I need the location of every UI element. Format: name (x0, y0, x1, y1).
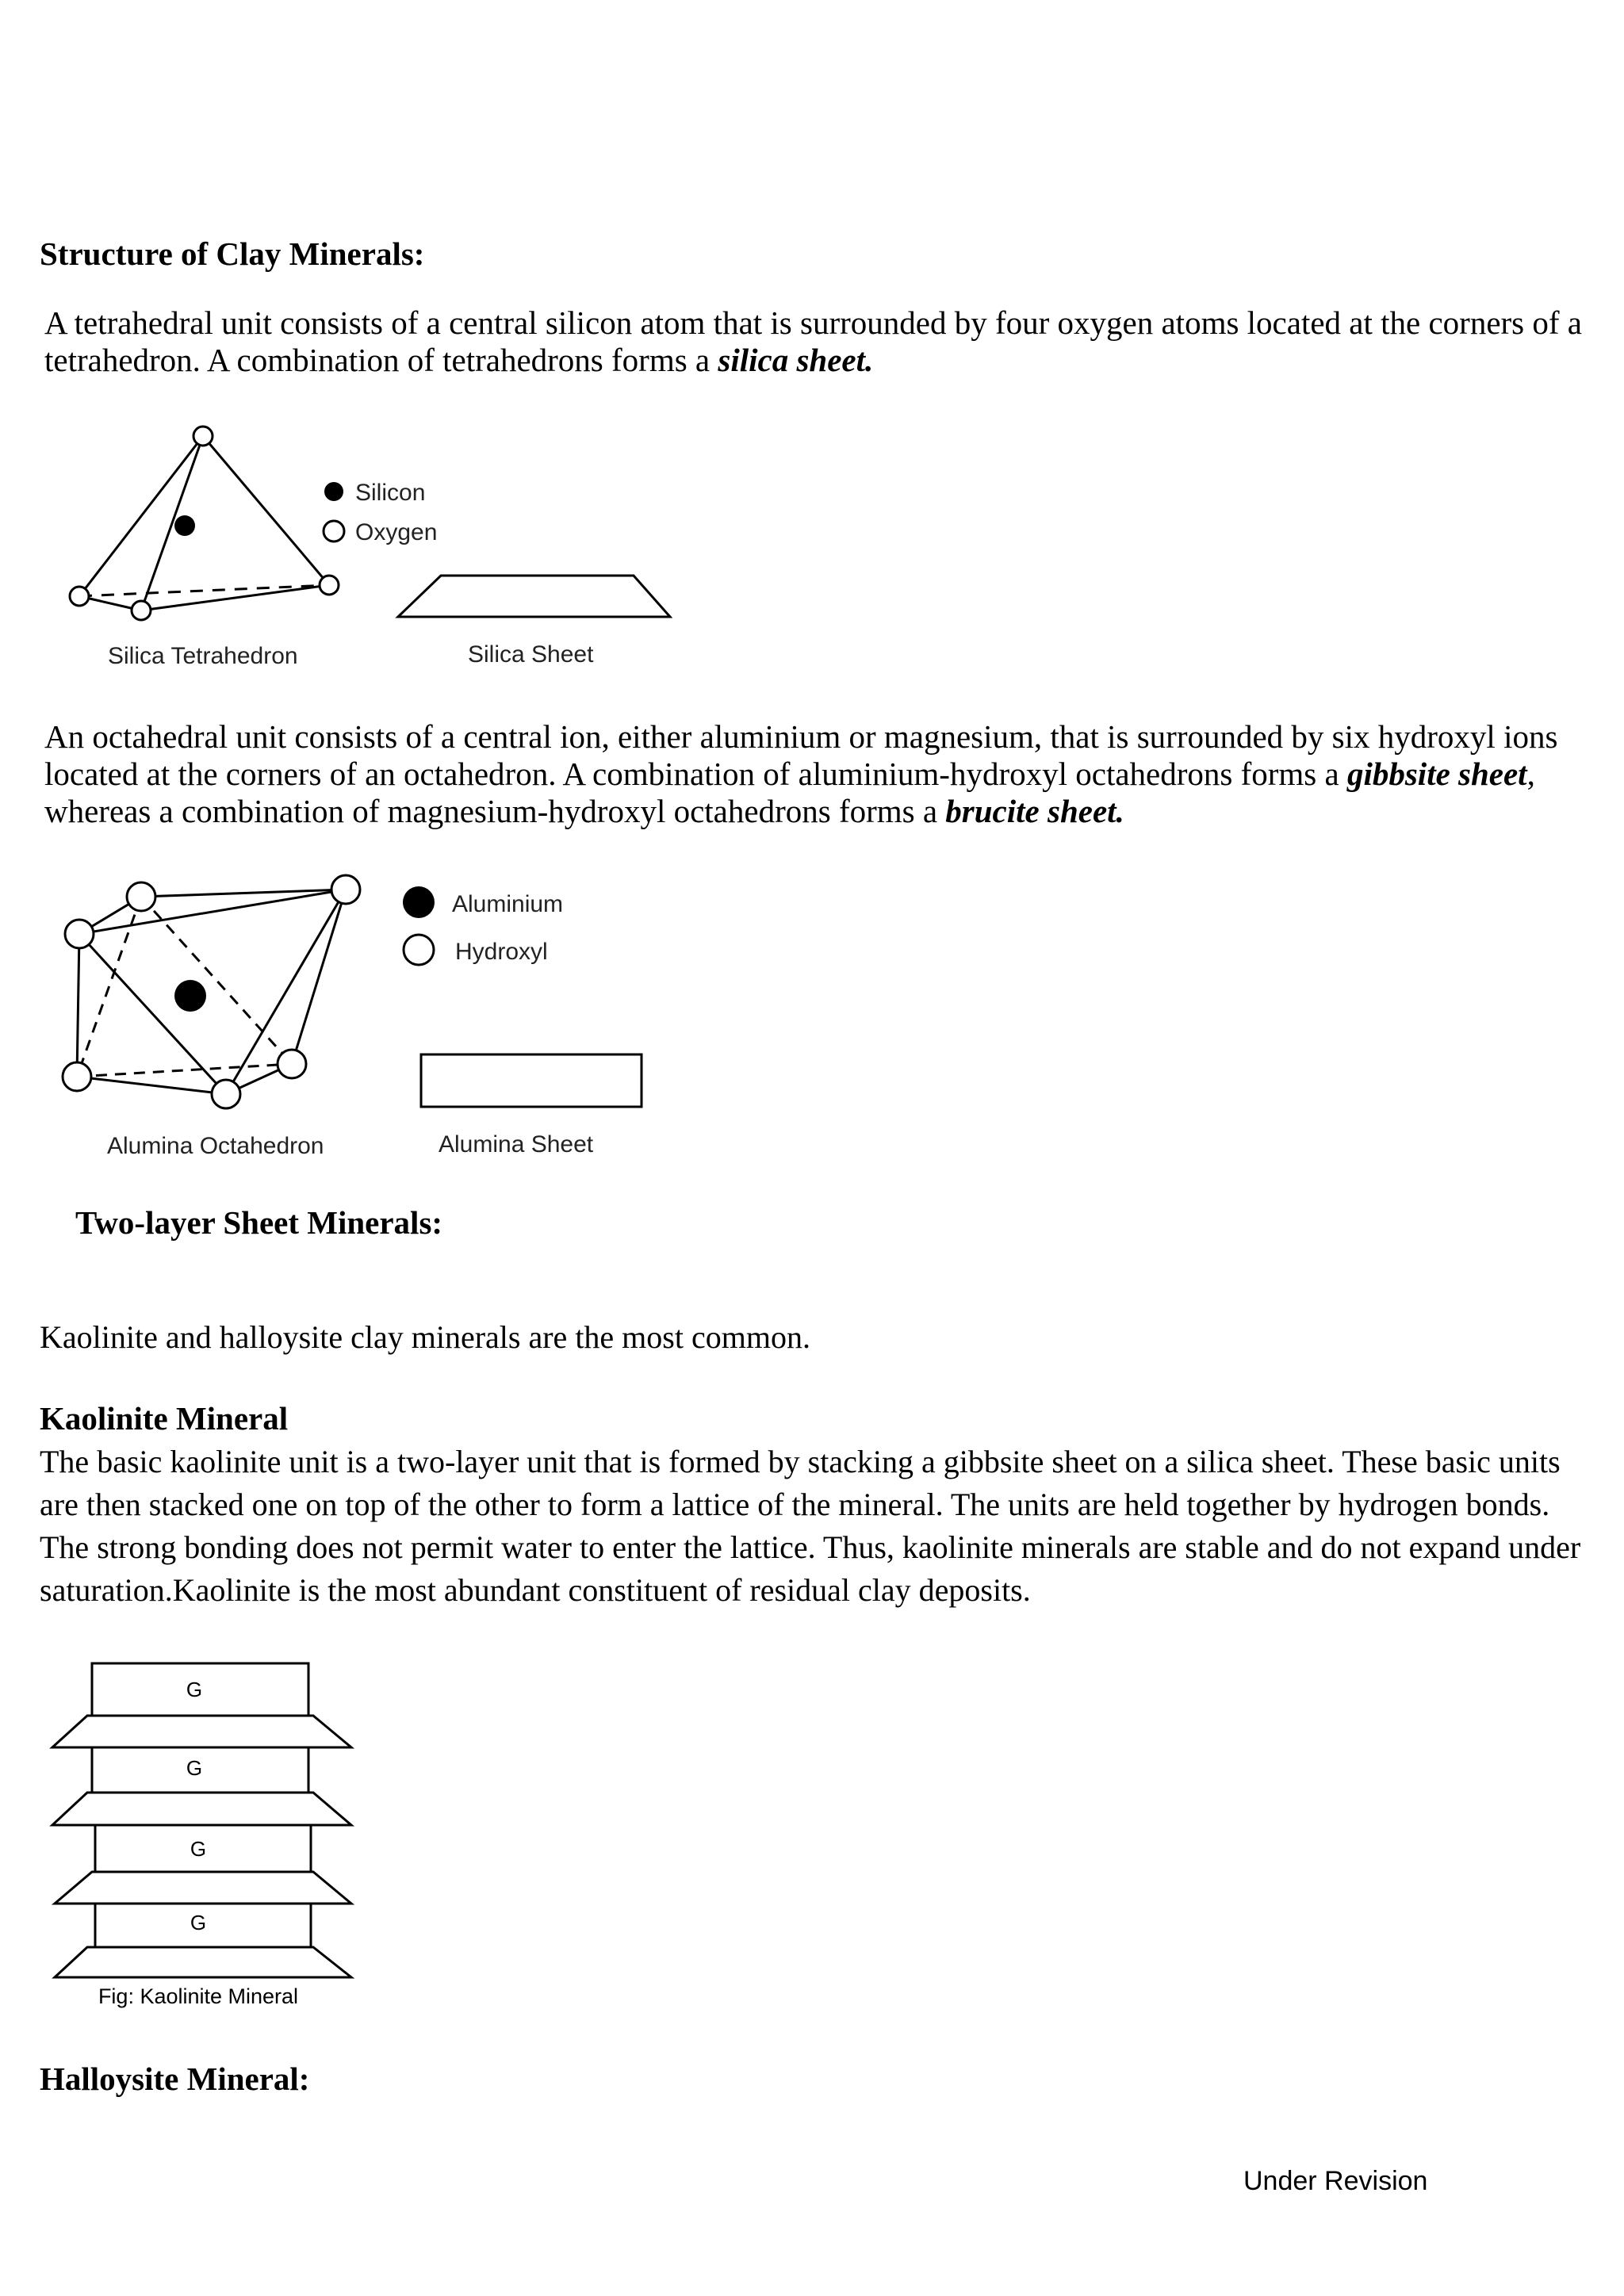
halloysite-heading: Halloysite Mineral: (40, 2061, 310, 2097)
hydroxyl-legend-label: Hydroxyl (455, 939, 548, 965)
silica-layer-3 (55, 1872, 351, 1904)
alumina-octahedron-figure (48, 864, 682, 1165)
section-title: Structure of Clay Minerals: (40, 235, 425, 272)
kaolinite-paragraph: The basic kaolinite unit is a two-layer unit that is formed by stacking a gibbsite sheet on a silica sheet. These basic units are then stacked one on top of the other to form a lattice of the mineral. The units are held together by hydrogen bonds. The strong bonding does not permit water to enter the lattice. Thus, kaolinite minerals are stable and do not expand under saturation.Kaolinite is the most abundant constituent of residual clay deposits. (40, 1444, 1581, 1608)
alumina-sheet-caption: Alumina Sheet (439, 1131, 594, 1158)
hydroxyl-legend-icon (404, 935, 434, 965)
octahedral-text-1: An octahedral unit consists of a central ion, either aluminium or magnesium, that is surrounded by six hydroxyl ions located at the corners of an octahedron. A combination of aluminium-hydroxyl octahedrons forms a (44, 718, 1558, 792)
silica-sheet-caption: Silica Sheet (468, 641, 594, 668)
octahedral-paragraph (44, 718, 1591, 830)
silicon-legend-label: Silicon (355, 480, 426, 506)
aluminium-legend-label: Aluminium (452, 891, 564, 917)
alumina-octahedron-caption: Alumina Octahedron (107, 1133, 324, 1159)
intro-sentence: Kaolinite and halloysite clay minerals are the most common. (40, 1319, 810, 1355)
gibbsite-sheet-term: gibbsite sheet (1346, 756, 1527, 792)
tetrahedral-text: A tetrahedral unit consists of a central silicon atom that is surrounded by four oxygen atoms located at the corners of a tetrahedron. A combination of tetrahedrons forms a (44, 304, 1582, 378)
brucite-sheet-term: brucite sheet. (945, 793, 1124, 829)
silica-layer-1 (52, 1716, 351, 1747)
silicon-atom (174, 515, 195, 536)
layer-label-1: G (186, 1678, 203, 1701)
silica-layer-2 (52, 1793, 351, 1825)
layer-label-4: G (190, 1911, 207, 1934)
kaolinite-figure (48, 1657, 381, 2014)
layer-label-2: G (186, 1756, 203, 1780)
footer-note: Under Revision (1243, 2166, 1428, 2196)
two-layer-heading: Two-layer Sheet Minerals: (75, 1204, 443, 1241)
alumina-sheet-shape (421, 1054, 642, 1107)
aluminium-legend-icon (403, 886, 435, 918)
silica-sheet-shape (398, 576, 670, 617)
oxygen-legend-icon (324, 521, 344, 541)
octahedral-text-2: , whereas a combination of magnesium-hydroxyl octahedrons forms a (44, 756, 1535, 829)
kaolinite-heading: Kaolinite Mineral (40, 1400, 289, 1437)
tetrahedral-paragraph (44, 304, 1591, 379)
silicon-legend-icon (324, 482, 343, 501)
silica-layer-4 (55, 1947, 351, 1977)
silica-tetrahedron-caption: Silica Tetrahedron (108, 643, 298, 669)
layer-label-3: G (190, 1837, 207, 1861)
oxygen-legend-label: Oxygen (355, 519, 438, 545)
silica-tetrahedron-figure (56, 412, 690, 674)
silica-sheet-term: silica sheet. (718, 342, 874, 378)
aluminium-atom (174, 980, 206, 1012)
kaolinite-figure-caption: Fig: Kaolinite Mineral (98, 1984, 299, 2008)
